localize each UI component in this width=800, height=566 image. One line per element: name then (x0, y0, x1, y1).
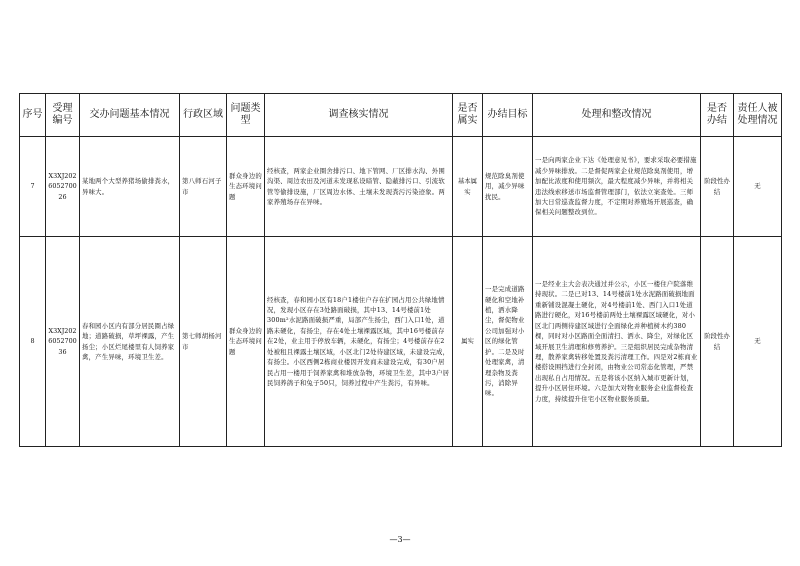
header-done: 是否办结 (701, 94, 734, 137)
cell-seq: 7 (20, 137, 46, 237)
cell-done: 阶段性办结 (701, 237, 734, 447)
cell-person: 无 (734, 137, 782, 237)
header-handling: 处理和整改情况 (533, 94, 701, 137)
cell-region: 第七师胡杨河市 (180, 237, 227, 447)
header-type: 问题类型 (227, 94, 265, 137)
table-row (20, 137, 782, 237)
cell-person: 无 (734, 237, 782, 447)
cell-true: 属实 (453, 237, 483, 447)
cell-investigation: 经核查，春和园小区有18户1楼住户存在扩园占用公共绿地情况，发现小区存在3处路面破损，其中13、14号楼前1处300m²水泥路面破损严重，局部产生扬尘，西门入口1处，道路未硬化，有扬尘，存在4处土壤裸露区域，其中16号楼前存在2处，业主用于停放车辆，未硬化，有扬尘；4号楼前存在2处被租且裸露土壤区域，小区北门2处待建区域，未建设完成，有扬尘。小区西侧2栋商业楼因开发商未建设完成，有30户居民占用一楼用于饲养家禽和堆放杂物，环境卫生差，其中3户居民饲养鸽子和兔子50只，饲养过程中产生粪污，有异味。 (265, 237, 453, 447)
header-basic: 交办问题基本情况 (80, 94, 180, 137)
cell-code: X3XJ202605270036 (46, 237, 80, 447)
header-region: 行政区域 (180, 94, 227, 137)
cell-done: 阶段性办结 (701, 137, 734, 237)
header-code: 受理编号 (46, 94, 80, 137)
cell-basic: 某地两个大型养猪场偷排粪水，异味大。 (80, 137, 180, 237)
header-seq: 序号 (20, 94, 46, 137)
header-row (20, 94, 782, 137)
cell-handling: 一是经业主大会表决通过并公示，小区一楼住户院落维持现状。二是已对13、14号楼前1处水泥路面破损地面重新铺设混凝土硬化，对4号楼前1处、西门入口1处道路进行硬化，对16号楼前两处土壤裸露区域硬化，对小区北门两侧待建区域进行全面绿化并种植树木约380棵，同时对小区路面全面清扫、洒水、降尘，对绿化区域开展卫生清理和修剪养护。三是组织居民完成杂物清理，散养家禽转移处置及粪污清理工作。四是对2栋商业楼搭设围挡进行全封闭，由物业公司常态化管理，严禁出现私自占用情况。五是将该小区纳入城市更新计划，提升小区居住环境。六是加大对物业服务企业监督检查力度，持续提升住宅小区物业服务质量。 (533, 237, 701, 447)
cell-type: 群众身边的生态环境问题 (227, 137, 265, 237)
cell-basic: 春和园小区内有部分居民圈占绿地；道路破损，草坪裸露，产生扬尘；小区烂尾楼里有人饲养家禽，产生异味，环境卫生差。 (80, 237, 180, 447)
cell-true: 基本属实 (453, 137, 483, 237)
header-person: 责任人被处理情况 (734, 94, 782, 137)
header-goal: 办结目标 (483, 94, 533, 137)
cell-investigation: 经核查，两家企业圈舍排污口、地下管网、厂区排水沟、外围沟渠、周边农田及河道未发现私设暗管、隐蔽排污口、引流软管等偷排设施，厂区周边水体、土壤未发现粪污污染迹象。两家养殖场存在异味。 (265, 137, 453, 237)
cell-seq: 8 (20, 237, 46, 447)
page-number: —3— (389, 535, 411, 544)
cell-code: X3XJ202605270026 (46, 137, 80, 237)
cell-goal: 规范除臭剂使用，减少异味扰民。 (483, 137, 533, 237)
table-row (20, 237, 782, 447)
header-true: 是否属实 (453, 94, 483, 137)
cell-handling: 一是向两家企业下达《处理意见书》，要求采取必要措施减少异味排放。二是督促两家企业规范除臭剂使用，增加配比浓度和使用频次，最大程度减少异味，并将相关违法线索移送市场监督管理部门，依法立案查处。三师加大日常巡查监督力度，不定期对养殖场开展巡查，确保相关问题整改到位。 (533, 137, 701, 237)
header-investigation: 调查核实情况 (265, 94, 453, 137)
cell-goal: 一是完成道路硬化和空地补植，洒水降尘，督促物业公司加强对小区的绿化管护。二是及时处理家禽，清理杂物及粪污，消除异味。 (483, 237, 533, 447)
case-table (19, 93, 782, 447)
cell-type: 群众身边的生态环境问题 (227, 237, 265, 447)
cell-region: 第八师石河子市 (180, 137, 227, 237)
